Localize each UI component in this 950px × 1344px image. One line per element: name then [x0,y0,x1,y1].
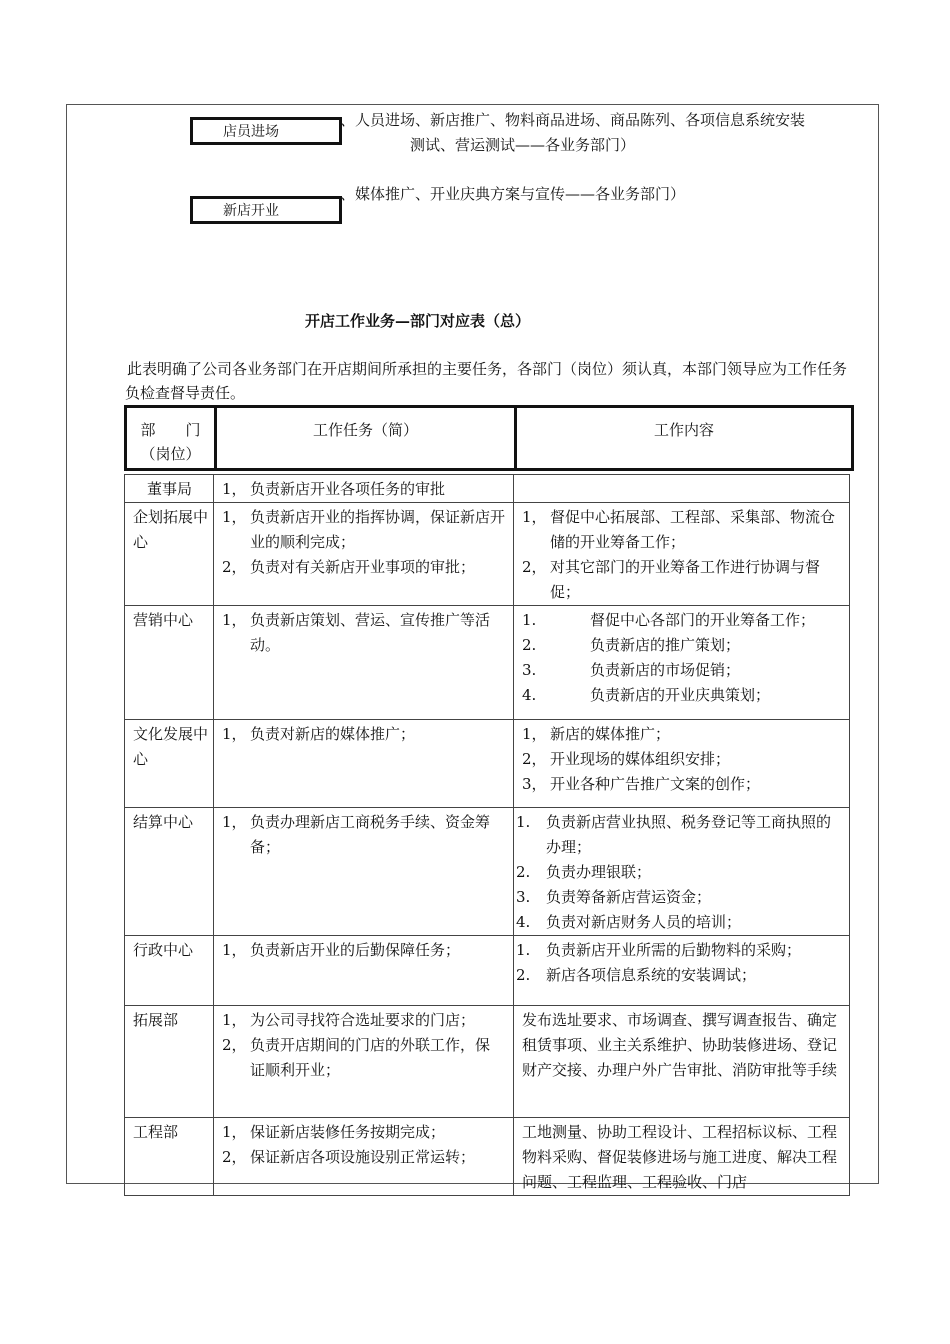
item-number: 2， [222,1148,247,1166]
content-cell [514,720,850,808]
item-text: 负责筹备新店营运资金； [546,888,712,906]
item-number: 1， [522,725,547,743]
item-text: 负责新店开业各项任务的审批 [250,480,446,498]
item-text: 开业现场的媒体组织安排； [550,750,731,768]
item-text: 新店的媒体推广； [550,725,671,743]
item-number: 1， [222,813,247,831]
item-number: 1， [222,508,247,526]
header-dept: 部 门 （岗位） [124,405,214,471]
item-number: 1. [516,813,531,831]
list-item [222,555,507,580]
item-number: 4. [516,913,531,931]
header-content: 工作内容 [514,405,854,471]
dept-cell: 工程部 [125,1118,214,1196]
item-number: 1， [222,1123,247,1141]
dept-cell: 营销中心 [125,606,214,720]
item-text: 新店各项信息系统的安装调试； [546,966,757,984]
list-item [222,608,507,658]
item-number: 2， [222,558,247,576]
item-number: 2， [522,558,547,576]
task-cell [214,808,514,936]
item-number: 3. [516,888,531,906]
item-text: 负责新店的开业庆典策划； [590,686,771,704]
list-item [516,885,845,910]
content-cell: 工地测量、协助工程设计、工程招标议标、工程物料采购、督促装修进场与施工进度、解决工程问题、工程监理、工程验收、门店 [514,1118,850,1196]
list-item [222,810,507,860]
item-text: 负责办理新店工商税务手续、资金筹备； [250,813,491,856]
dept-cell: 拓展部 [125,1006,214,1118]
item-text: 负责新店开业所需的后勤物料的采购； [546,941,802,959]
item-number: 2. [516,966,531,984]
item-number: 4. [522,686,537,704]
dept-task-table [124,474,850,1196]
item-number: 1， [222,941,247,959]
item-number: 3， [522,775,547,793]
item-text: 负责开店期间的门店的外联工作，保 证顺利开业； [250,1036,506,1079]
list-item [222,505,507,555]
list-item [522,772,845,797]
list-item [222,1120,507,1145]
table-title: 开店工作业务—部门对应表（总） [305,312,531,330]
item-text: 负责新店营业执照、税务登记等工商执照的办理； [546,813,832,856]
flow-step-text [340,108,805,158]
list-item [222,1008,507,1033]
table-row [125,606,850,720]
item-text: 督促中心各部门的开业筹备工作； [590,611,816,629]
item-number: 1. [516,941,531,959]
table-header [124,405,854,471]
list-item [522,658,845,683]
item-text: 对其它部门的开业筹备工作进行协调与督促； [550,558,821,601]
table-row [125,1006,850,1118]
flow-step-label: 新店开业 [223,203,279,219]
task-cell [214,1118,514,1196]
item-number: 1， [522,508,547,526]
item-text: 督促中心拓展部、工程部、采集部、物流仓储的开业筹备工作； [550,508,836,551]
flow-step-line: 测试、营运测试——各业务部门） [410,136,636,154]
flow-step-text [340,182,685,207]
table-row [125,936,850,1006]
list-item [516,810,845,860]
item-number: 2. [516,863,531,881]
item-text: 负责新店的推广策划； [590,636,741,654]
item-number: 1， [222,611,247,629]
table-row [125,808,850,936]
item-text: 负责办理银联； [546,863,652,881]
dept-cell: 文化发展中心 [125,720,214,808]
item-number: 1， [222,480,247,498]
task-cell [214,1006,514,1118]
dept-cell: 行政中心 [125,936,214,1006]
flow-step-line: 、媒体推广、开业庆典方案与宣传——各业务部门） [340,185,686,203]
item-text: 负责对有关新店开业事项的审批； [250,558,476,576]
content-cell [514,808,850,936]
table-row [125,720,850,808]
task-cell [214,475,514,503]
table-row [125,475,850,503]
list-item [522,683,845,708]
flow-step-line: 、人员进场、新店推广、物料商品进场、商品陈列、各项信息系统安装 [340,111,806,129]
item-text: 负责对新店财务人员的培训； [546,913,742,931]
task-cell [214,606,514,720]
item-text: 开业各种广告推广文案的创作； [550,775,761,793]
dept-cell: 企划拓展中心 [125,503,214,606]
item-number: 1. [522,611,537,629]
content-cell [514,503,850,606]
table-row [125,503,850,606]
list-item [522,555,845,605]
dept-cell: 董事局 [125,475,214,503]
task-cell [214,503,514,606]
item-text: 负责新店开业的后勤保障任务； [250,941,461,959]
list-item [522,747,845,772]
list-item [222,477,507,502]
intro-paragraph: 此表明确了公司各业务部门在开店期间所承担的主要任务，各部门（岗位）须认真，本部门领导应为工作任务负检查督导责任。 [125,360,848,402]
list-item [222,1145,507,1170]
list-item [222,722,507,747]
dept-cell: 结算中心 [125,808,214,936]
item-text: 保证新店装修任务按期完成； [250,1123,446,1141]
item-text: 保证新店各项设施设别正常运转； [250,1148,476,1166]
list-item [522,608,845,633]
item-number: 2. [522,636,537,654]
header-task: 工作任务（简） [214,405,514,471]
flow-step-box [190,196,342,224]
list-item [222,938,507,963]
item-text: 负责新店的市场促销； [590,661,741,679]
item-number: 1， [222,1011,247,1029]
content-cell [514,606,850,720]
list-item [516,938,845,963]
item-text: 负责对新店的媒体推广； [250,725,416,743]
task-cell [214,936,514,1006]
list-item [522,505,845,555]
item-text: 负责新店策划、营运、宣传推广等活动。 [250,611,491,654]
content-cell: 发布选址要求、市场调查、撰写调查报告、确定租赁事项、业主关系维护、协助装修进场、登记财产交接、办理户外广告审批、消防审批等手续 [514,1006,850,1118]
list-item [516,910,845,935]
list-item [222,1033,507,1083]
item-number: 3. [522,661,537,679]
item-number: 1， [222,725,247,743]
item-number: 2， [222,1036,247,1054]
flow-step-label: 店员进场 [223,124,279,140]
content-cell [514,936,850,1006]
flow-step-box [190,117,342,145]
table-row [125,1118,850,1196]
item-text: 为公司寻找符合选址要求的门店； [250,1011,476,1029]
list-item [522,633,845,658]
item-number: 2， [522,750,547,768]
item-text: 负责新店开业的指挥协调，保证新店开业的顺利完成； [250,508,506,551]
list-item [516,860,845,885]
list-item [516,963,845,988]
content-cell [514,475,850,503]
task-cell [214,720,514,808]
list-item [522,722,845,747]
